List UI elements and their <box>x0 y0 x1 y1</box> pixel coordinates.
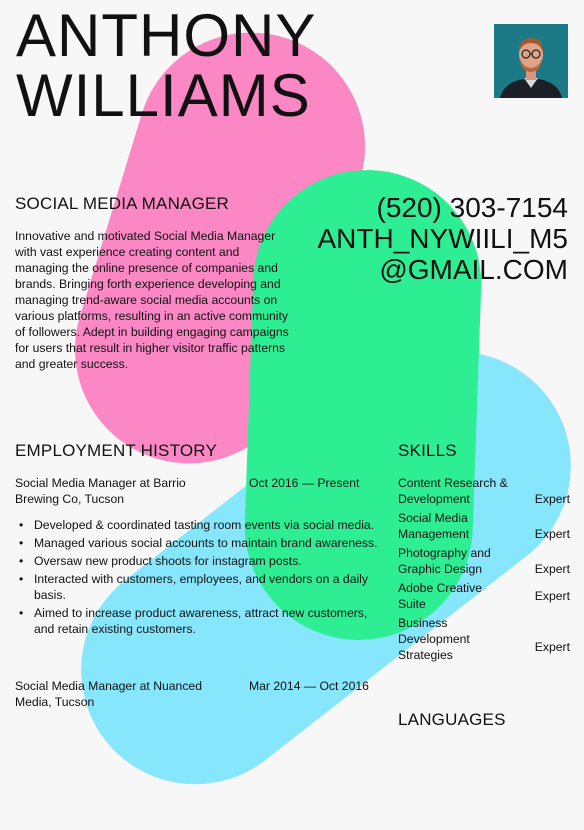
list-item: • Oversaw new product shoots for instagram posts. <box>15 553 387 569</box>
job-dates: Mar 2014 — Oct 2016 <box>249 679 369 693</box>
skill-item <box>398 510 570 545</box>
list-item: • Aimed to increase product awareness, attract new customers, and retain existing customers. <box>15 605 387 637</box>
job-dates: Oct 2016 — Present <box>249 476 360 490</box>
skill-name: Photography and Graphic Design <box>398 546 491 576</box>
skill-name: Adobe Creative Suite <box>398 581 483 611</box>
first-name: ANTHONY <box>16 2 317 69</box>
candidate-name <box>16 2 317 129</box>
skill-level: Expert <box>534 589 570 603</box>
skill-item <box>398 475 570 510</box>
profile-summary: Innovative and motivated Social Media Manager with vast experience creating content and managing the online presence of companies and brands. Bringing forth experience developing and managing trend-aware social media accounts on various platforms, resulting in an active community of followers. Adept in building engaging campaigns for users that result in higher visitor traffic patterns and greater success. <box>15 229 289 371</box>
skill-item <box>398 545 570 580</box>
list-item: • Interacted with customers, employees, and vendors on a daily basis. <box>15 571 387 603</box>
job-entry <box>15 475 385 515</box>
last-name: WILLIAMS <box>16 62 311 129</box>
phone-number[interactable]: (520) 303-7154 <box>376 192 568 223</box>
email-line-2[interactable]: @GMAIL.COM <box>379 254 568 285</box>
job-entry <box>15 678 385 718</box>
job-title: SOCIAL MEDIA MANAGER <box>15 194 230 213</box>
job-bullets <box>15 517 387 639</box>
list-item: • Developed & coordinated tasting room events via social media. <box>15 517 387 533</box>
email-line-1[interactable]: ANTH_NYWIILI_M5 <box>317 223 568 254</box>
skills-heading: SKILLS <box>398 441 457 460</box>
skill-name: Business Development Strategies <box>398 616 470 662</box>
profile-photo <box>494 24 568 98</box>
skill-name: Content Research & Development <box>398 476 508 506</box>
contact-info <box>318 192 569 285</box>
job-position: Social Media Manager at Barrio Brewing Co, Tucson <box>15 476 186 506</box>
skill-level: Expert <box>534 527 570 541</box>
employment-history-heading: EMPLOYMENT HISTORY <box>15 441 217 460</box>
skill-level: Expert <box>534 640 570 654</box>
person-portrait-icon <box>494 24 568 98</box>
skill-item <box>398 615 570 662</box>
job-position: Social Media Manager at Nuanced Media, Tucson <box>15 679 202 709</box>
skill-level: Expert <box>534 492 570 506</box>
languages-heading: LANGUAGES <box>398 710 506 729</box>
skill-item <box>398 580 570 615</box>
skill-level: Expert <box>534 562 570 576</box>
skill-name: Social Media Management <box>398 511 470 541</box>
skills-list <box>398 475 570 662</box>
list-item: • Managed various social accounts to maintain brand awareness. <box>15 535 387 551</box>
